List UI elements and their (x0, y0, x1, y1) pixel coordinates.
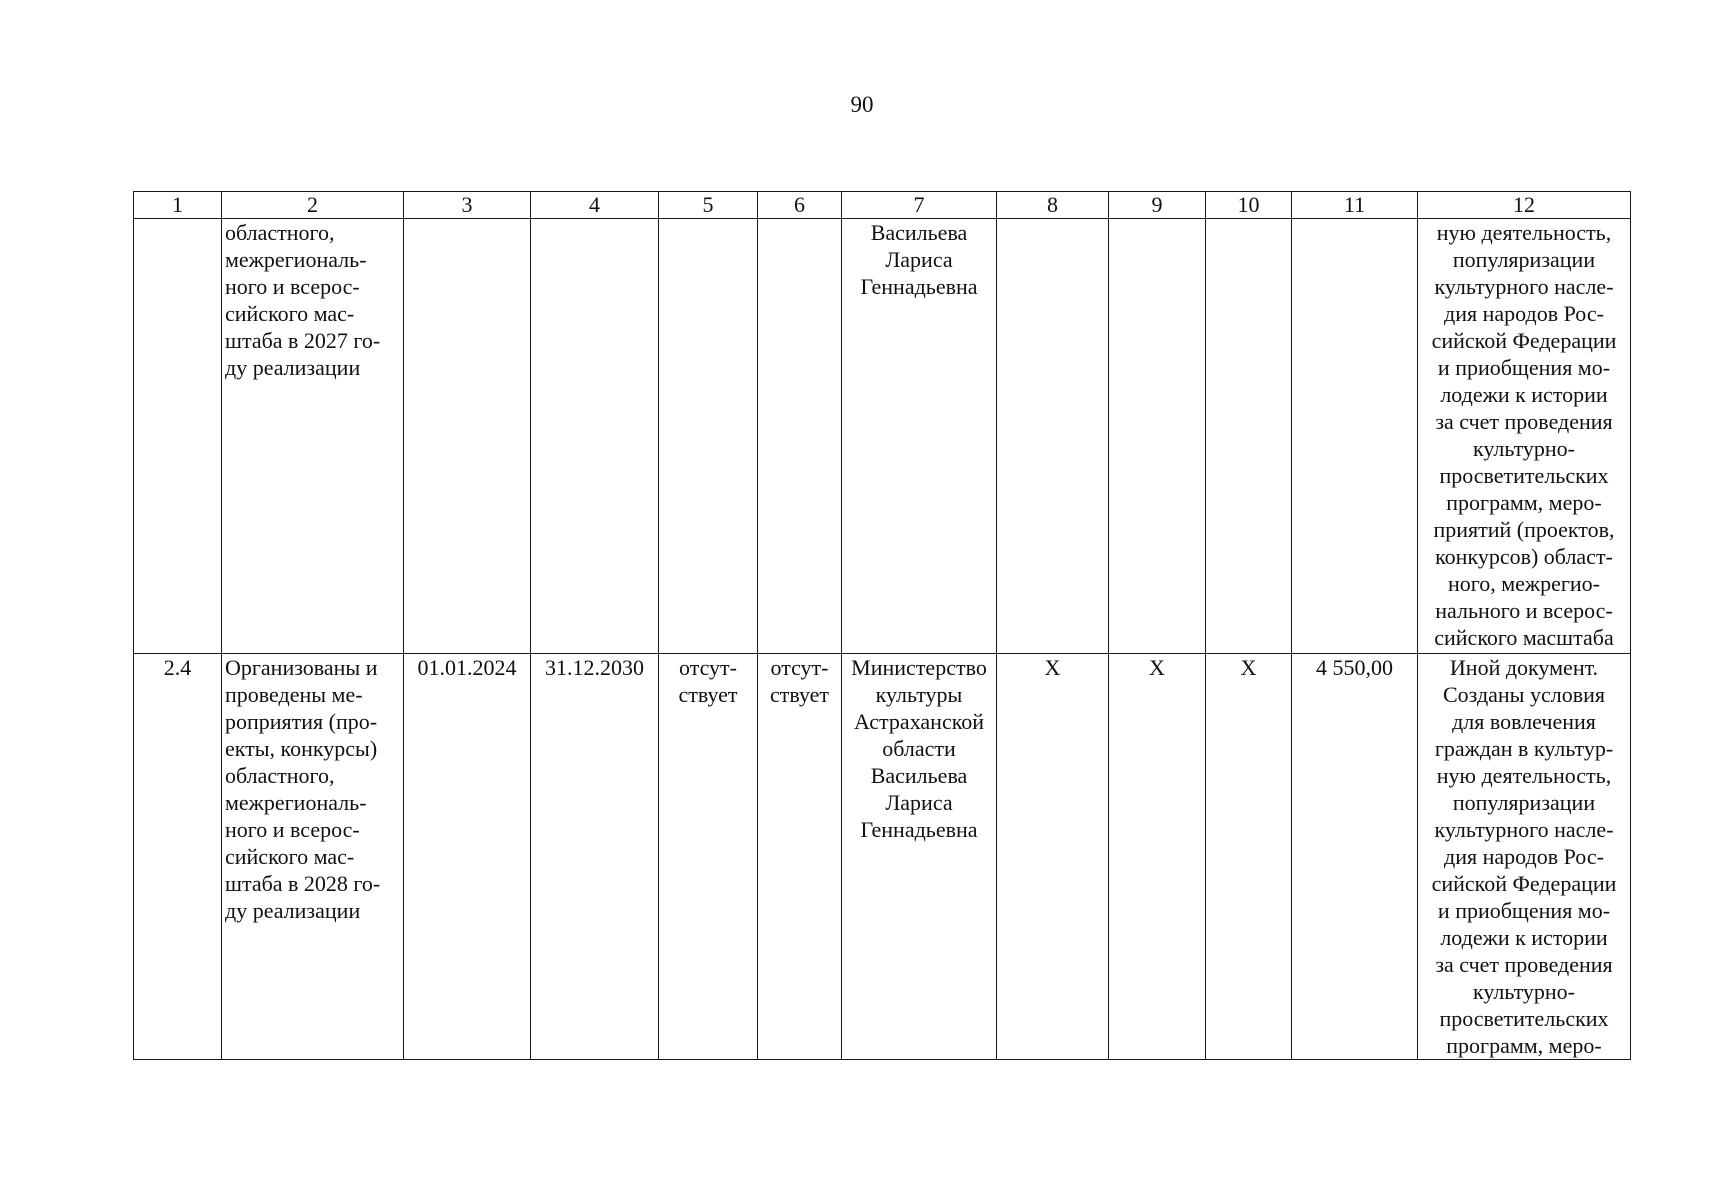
column-header: 9 (1109, 192, 1206, 219)
column-header: 1 (134, 192, 222, 219)
cell-text: областного, межрегиональ- ного и всерос- сийского мас- штаба в 2027 го- ду реализации (225, 220, 381, 380)
description-cell (1418, 654, 1631, 1060)
column-header: 3 (404, 192, 531, 219)
column-8-cell (997, 219, 1109, 654)
column-header: 12 (1418, 192, 1631, 219)
end-date-cell (531, 219, 659, 654)
description-cell (1418, 219, 1631, 654)
cell-text: 01.01.2024 (417, 655, 517, 680)
column-header: 11 (1292, 192, 1418, 219)
cell-text: X (1149, 655, 1165, 680)
cell-text: 2.4 (163, 655, 192, 680)
responsible-cell (842, 654, 997, 1060)
result-name-cell (222, 654, 404, 1060)
cell-text: X (1240, 655, 1257, 680)
amount-cell (1292, 219, 1418, 654)
row-number-cell (134, 654, 222, 1060)
start-date-cell (404, 654, 531, 1060)
column-9-cell (1109, 654, 1206, 1060)
column-5-cell (659, 654, 758, 1060)
row-number-cell (134, 219, 222, 654)
page-number: 90 (850, 92, 874, 117)
column-10-cell (1206, 219, 1292, 654)
column-header: 5 (659, 192, 758, 219)
cell-text: 4 550,00 (1316, 655, 1393, 680)
cell-text: отсут- ствует (678, 655, 738, 707)
amount-cell (1292, 654, 1418, 1060)
column-8-cell (997, 654, 1109, 1060)
column-header: 8 (997, 192, 1109, 219)
cell-text: ную деятельность, популяризации культурного насле- дия народов Рос- сийской Федерации и приобщения мо- лодежи к истории за счет проведения культурно- просветительских программ, меро- приятий (проектов, конкурсов) област- ного, межрегио- нального и всерос- сийского масштаба (1431, 220, 1617, 650)
column-header: 2 (222, 192, 404, 219)
start-date-cell (404, 219, 531, 654)
column-header: 7 (842, 192, 997, 219)
document-table (133, 191, 1631, 1060)
table-row (134, 219, 1631, 654)
cell-text: Иной документ. Созданы условия для вовлечения граждан в культур- ную деятельность, популяризации культурного насле- дия народов Рос- сийской Федерации и приобщения мо- лодежи к истории за счет проведения культурно- просветительских программ, меро- (1431, 655, 1617, 1058)
column-header: 10 (1206, 192, 1292, 219)
cell-text: отсут- ствует (769, 655, 830, 707)
responsible-cell (842, 219, 997, 654)
column-9-cell (1109, 219, 1206, 654)
cell-text: Васильева Лариса Геннадьевна (860, 220, 978, 299)
column-header: 4 (531, 192, 659, 219)
end-date-cell (531, 654, 659, 1060)
column-header: 6 (758, 192, 842, 219)
cell-text: Организованы и проведены ме- роприятия (про- екты, конкурсы) областного, межрегиональ- ного и всерос- сийского мас- штаба в 2028 го- ду реализации (225, 655, 381, 923)
cell-text: Министерство культуры Астраханской области Васильева Лариса Геннадьевна (851, 655, 987, 842)
table-row (134, 654, 1631, 1060)
header-row (134, 192, 1631, 219)
result-name-cell (222, 219, 404, 654)
column-6-cell (758, 219, 842, 654)
cell-text: 31.12.2030 (545, 655, 644, 680)
column-10-cell (1206, 654, 1292, 1060)
column-6-cell (758, 654, 842, 1060)
cell-text: X (1044, 655, 1061, 680)
column-5-cell (659, 219, 758, 654)
